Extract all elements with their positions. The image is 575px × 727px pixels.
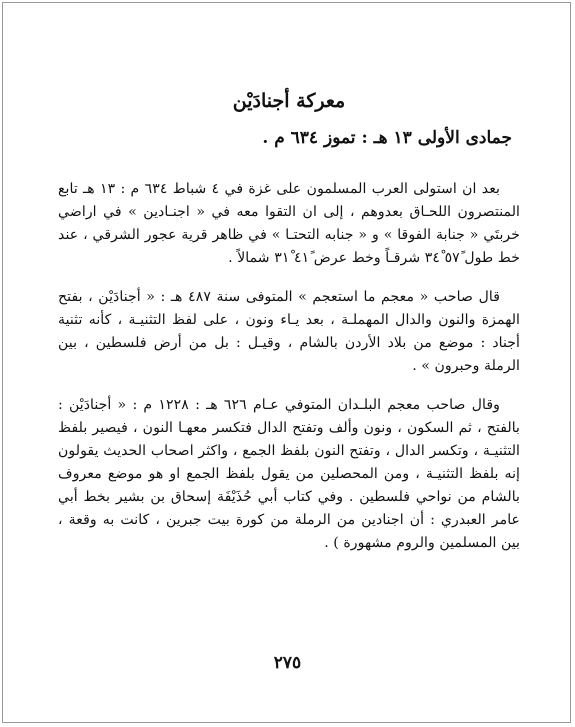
chapter-title: معركة أجنادَيْن — [232, 90, 346, 112]
paragraph-3: وقال صاحب معجم البلـدان المتوفي عـام ٦٢٦ هـ : ١٢٢٨ م : « أجنادَيْن : بالفتح ، ثم السكون ، ونون وألف وتفتح الدال فتكسر معهـا النون ، فيصير بلفظ التثنيـة ، وتكسر الدال ، وتفتح النون بلفظ الجمع ، واكثر اصحاب الحديث يقولون إنه بلفظ التثنيـة ، ومن المحصلين من يقول بلفظ الجمع او هو موضع معروف بالشام من نواحي فلسطين . وفي كتاب أبي حُذَيْفَة إسحاق بن بشير بخط أبي عامر العبدري : أن اجنادين من الرملة من كورة بيت جبرين ، كانت به وقعة ، بين المسلمين والروم مشهورة ) . — [58, 397, 520, 551]
paragraph-2: قال صاحب « معجم ما استعجم » المتوفى سنة ٤٨٧ هـ : « أجنادَيْن ، بفتح الهمزة والنون والدال المهملـة ، بعد يـاء ونون ، على لفظ التثنيـة ، كأنه تثنية أجناد : موضع من بلاد الأردن بالشام ، وقيـل : بل من أرض فلسطين ، بين الرملة وحبرون » . — [58, 289, 520, 374]
page-number: ٢٧٥ — [273, 653, 302, 673]
chapter-date-subtitle: جمادى الأولى ١٣ هـ : تموز ٦٣٤ م . — [262, 128, 512, 148]
document-page — [58, 88, 520, 571]
paragraph-1: بعد ان استولى العرب المسلمون على غزة في ٤ شباط ٦٣٤ م : ١٣ هـ تابع المنتصرون اللحـاق بعدوهم ، إلى ان التقوا معه في « اجنـادين » في اراضي خربتَي « جنابة الفوقا » و « جنابه التحتـا » في ظاهر قرية عجور الشرقي ، عند خط طول ٥٧ً ٣٤ْ شرقـاً وخط عرض ٤١ً ٣١ْ شمالاً . — [58, 181, 520, 266]
